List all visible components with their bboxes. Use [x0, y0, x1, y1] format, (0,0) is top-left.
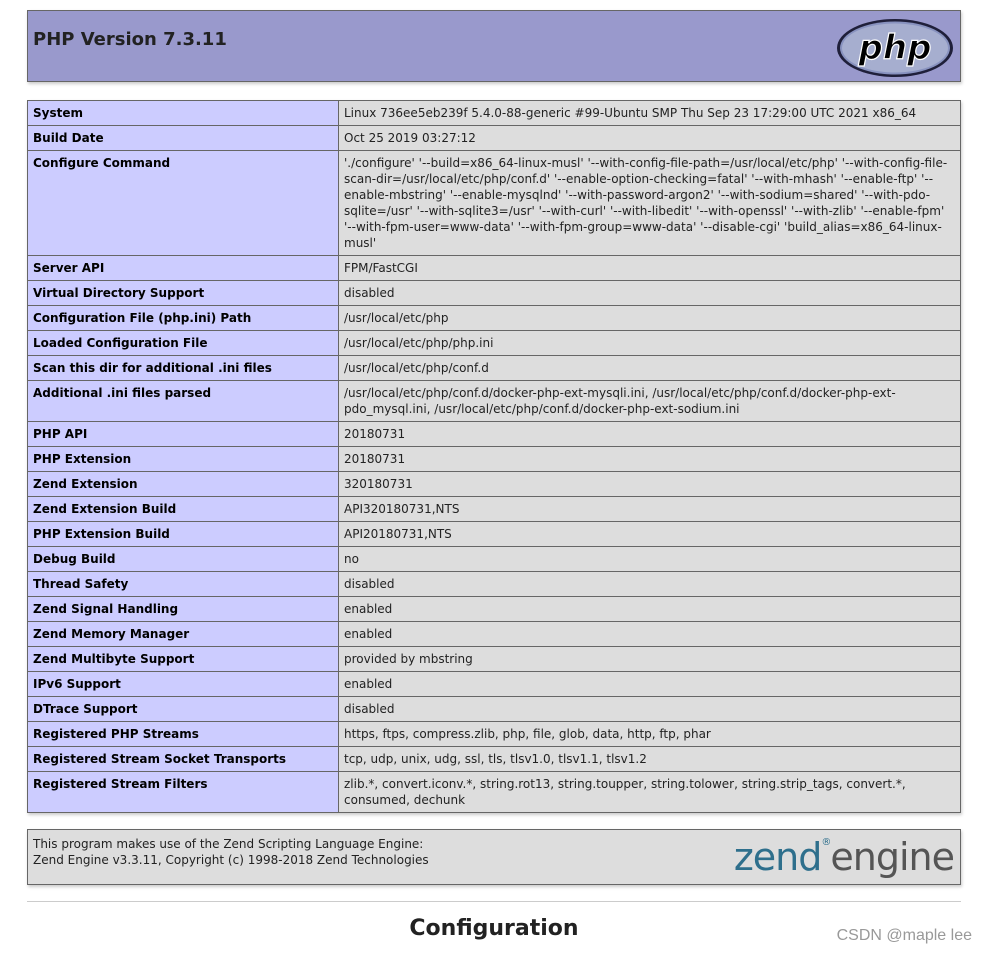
version-header	[27, 10, 961, 82]
info-key: Registered PHP Streams	[28, 722, 339, 747]
info-key: Registered Stream Filters	[28, 772, 339, 813]
zend-logo-reg: ®	[821, 837, 831, 848]
info-row	[28, 597, 961, 622]
info-value: 20180731	[339, 422, 961, 447]
info-value: API320180731,NTS	[339, 497, 961, 522]
info-value: './configure' '--build=x86_64-linux-musl' '--with-config-file-path=/usr/local/etc/php' '--with-config-file-scan-dir=/usr/local/etc/php/conf.d' '--enable-option-checking=fatal' '--with-mhash' '--enable-ftp' '--enable-mbstring' '--enable-mysqlnd' '--with-password-argon2' '--with-sodium=shared' '--with-pdo-sqlite=/usr' '--with-sqlite3=/usr' '--with-curl' '--with-libedit' '--with-openssl' '--with-zlib' '--enable-fpm' '--with-fpm-user=www-data' '--with-fpm-group=www-data' '--disable-cgi' 'build_alias=x86_64-linux-musl'	[339, 151, 961, 256]
info-row	[28, 547, 961, 572]
info-key: Configure Command	[28, 151, 339, 256]
phpinfo-page	[27, 10, 961, 941]
info-value: enabled	[339, 597, 961, 622]
info-value: Oct 25 2019 03:27:12	[339, 126, 961, 151]
info-value: Linux 736ee5eb239f 5.4.0-88-generic #99-Ubuntu SMP Thu Sep 23 17:29:00 UTC 2021 x86_64	[339, 101, 961, 126]
engine-logo-word: engine	[830, 835, 954, 879]
info-key: Server API	[28, 256, 339, 281]
info-row	[28, 472, 961, 497]
info-key: Loaded Configuration File	[28, 331, 339, 356]
info-row	[28, 356, 961, 381]
info-key: Debug Build	[28, 547, 339, 572]
info-value: zlib.*, convert.iconv.*, string.rot13, string.toupper, string.tolower, string.strip_tags, convert.*, consumed, dechunk	[339, 772, 961, 813]
info-value: /usr/local/etc/php/php.ini	[339, 331, 961, 356]
zend-line-2: Zend Engine v3.3.11, Copyright (c) 1998-2018 Zend Technologies	[33, 853, 429, 867]
info-key: PHP API	[28, 422, 339, 447]
zend-engine-text	[33, 836, 429, 868]
info-key: Zend Extension Build	[28, 497, 339, 522]
php-logo-text: php	[858, 28, 932, 68]
info-row	[28, 281, 961, 306]
info-key: Zend Extension	[28, 472, 339, 497]
info-row	[28, 497, 961, 522]
info-value: tcp, udp, unix, udg, ssl, tls, tlsv1.0, tlsv1.1, tlsv1.2	[339, 747, 961, 772]
info-row	[28, 151, 961, 256]
section-divider	[27, 901, 961, 902]
info-key: PHP Extension Build	[28, 522, 339, 547]
info-value: enabled	[339, 672, 961, 697]
zend-line-1: This program makes use of the Zend Scripting Language Engine:	[33, 837, 424, 851]
zend-engine-logo	[734, 834, 954, 880]
info-row	[28, 672, 961, 697]
info-key: System	[28, 101, 339, 126]
info-row	[28, 522, 961, 547]
info-key: Thread Safety	[28, 572, 339, 597]
info-key: Configuration File (php.ini) Path	[28, 306, 339, 331]
info-row	[28, 447, 961, 472]
info-key: IPv6 Support	[28, 672, 339, 697]
info-value: 320180731	[339, 472, 961, 497]
info-row	[28, 422, 961, 447]
info-row	[28, 697, 961, 722]
info-key: Additional .ini files parsed	[28, 381, 339, 422]
info-key: Zend Signal Handling	[28, 597, 339, 622]
info-row	[28, 331, 961, 356]
info-value: disabled	[339, 697, 961, 722]
info-value: disabled	[339, 281, 961, 306]
info-row	[28, 772, 961, 813]
php-logo-icon	[835, 18, 955, 78]
info-value: disabled	[339, 572, 961, 597]
info-row	[28, 126, 961, 151]
info-row	[28, 101, 961, 126]
info-row	[28, 647, 961, 672]
csdn-watermark: CSDN @maple lee	[836, 927, 972, 944]
info-key: DTrace Support	[28, 697, 339, 722]
info-key: Virtual Directory Support	[28, 281, 339, 306]
info-key: Registered Stream Socket Transports	[28, 747, 339, 772]
info-row	[28, 722, 961, 747]
info-value: FPM/FastCGI	[339, 256, 961, 281]
info-value: /usr/local/etc/php	[339, 306, 961, 331]
info-value: https, ftps, compress.zlib, php, file, glob, data, http, ftp, phar	[339, 722, 961, 747]
configuration-heading: Configuration	[409, 916, 579, 941]
info-value: no	[339, 547, 961, 572]
info-row	[28, 572, 961, 597]
info-row	[28, 622, 961, 647]
info-key: PHP Extension	[28, 447, 339, 472]
info-row	[28, 256, 961, 281]
info-key: Zend Memory Manager	[28, 622, 339, 647]
system-info-table	[27, 100, 961, 813]
info-value: 20180731	[339, 447, 961, 472]
page-title: PHP Version 7.3.11	[33, 29, 227, 50]
info-row	[28, 381, 961, 422]
info-row	[28, 747, 961, 772]
info-key: Scan this dir for additional .ini files	[28, 356, 339, 381]
info-value: enabled	[339, 622, 961, 647]
info-value: /usr/local/etc/php/conf.d/docker-php-ext-mysqli.ini, /usr/local/etc/php/conf.d/docker-php-ext-pdo_mysql.ini, /usr/local/etc/php/conf.d/docker-php-ext-sodium.ini	[339, 381, 961, 422]
info-value: provided by mbstring	[339, 647, 961, 672]
zend-engine-box	[27, 829, 961, 885]
info-value: API20180731,NTS	[339, 522, 961, 547]
info-key: Build Date	[28, 126, 339, 151]
zend-logo-word: zend	[733, 835, 822, 879]
info-value: /usr/local/etc/php/conf.d	[339, 356, 961, 381]
info-row	[28, 306, 961, 331]
info-key: Zend Multibyte Support	[28, 647, 339, 672]
